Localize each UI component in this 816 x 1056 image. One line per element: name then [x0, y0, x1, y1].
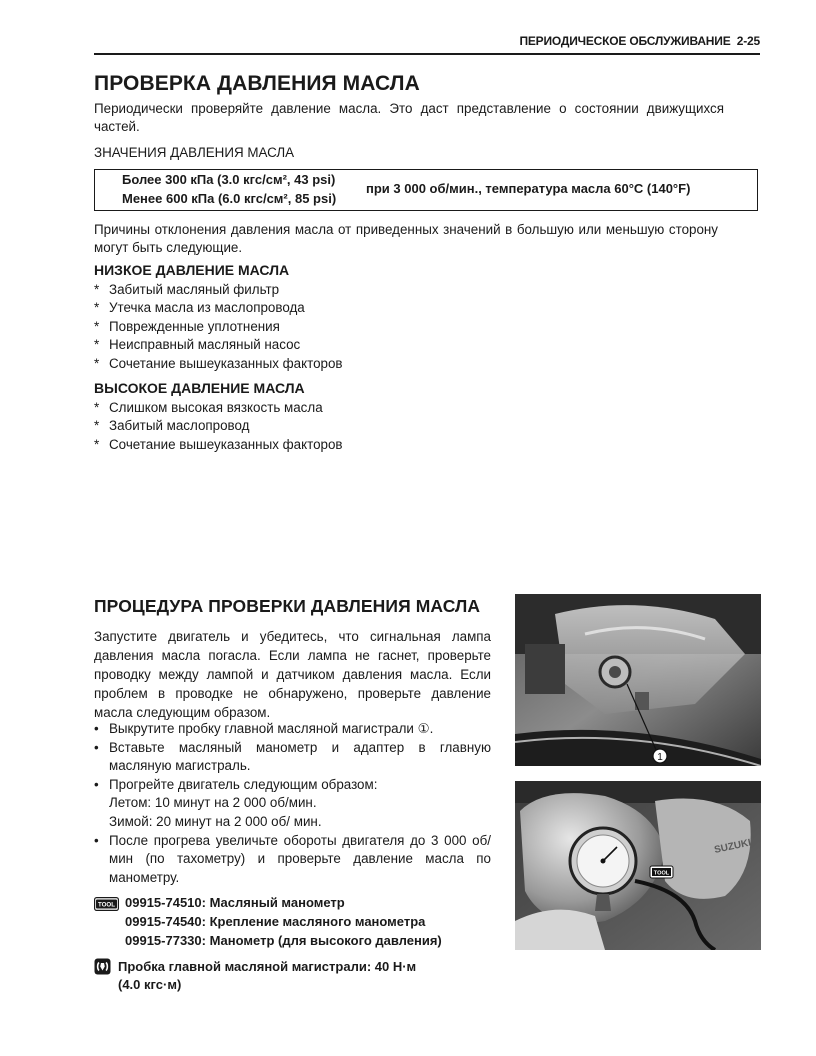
step-check-pressure: • После прогрева увеличьте обороты двигателя до 3 000 об/мин (по тахометру) и проверьте давление масла по манометру. — [94, 832, 491, 888]
low-pressure-title: НИЗКОЕ ДАВЛЕНИЕ МАСЛА — [94, 262, 290, 278]
tool-gauge-attachment: 09915-74540: Крепление масляного манометра — [125, 914, 426, 929]
list-item: * Забитый масляный фильтр — [94, 281, 343, 299]
tool-icon — [94, 897, 119, 911]
photo-oil-gallery-plug — [515, 594, 761, 766]
list-item: * Сочетание вышеуказанных факторов — [94, 355, 343, 373]
high-pressure-list — [94, 399, 343, 454]
list-item: * Слишком высокая вязкость масла — [94, 399, 343, 417]
step-install-gauge: • Вставьте масляный манометр и адаптер в главную масляную магистраль. — [94, 739, 491, 776]
list-item: * Забитый маслопровод — [94, 417, 343, 435]
list-item: * Неисправный масляный насос — [94, 336, 343, 354]
tool-tag-text: TOOL — [653, 870, 670, 877]
engine-brand-text: SUZUKI — [713, 837, 753, 856]
torque-spec: Пробка главной масляной магистрали: 40 Н·м — [118, 959, 417, 974]
spec-lower-limit: Более 300 кПа (3.0 кгс/см², 43 psi) — [122, 172, 336, 187]
page-number: 2-25 — [736, 34, 760, 48]
section-title-oil-pressure-check: ПРОВЕРКА ДАВЛЕНИЯ МАСЛА — [94, 72, 420, 95]
procedure-steps — [94, 720, 491, 887]
torque-wrench-icon — [94, 958, 111, 975]
torque-spec-kgf: (4.0 кгс·м) — [118, 977, 182, 992]
spec-upper-limit: Менее 600 кПа (6.0 кгс/см², 85 psi) — [122, 191, 337, 206]
tool-icon-text: TOOL — [97, 901, 116, 909]
header-section: ПЕРИОДИЧЕСКОЕ ОБСЛУЖИВАНИЕ — [519, 34, 731, 48]
step-warm-up — [94, 776, 491, 832]
step-remove-plug: • Выкрутите пробку главной масляной магистрали ①. — [94, 720, 491, 739]
pressure-values-label: ЗНАЧЕНИЯ ДАВЛЕНИЯ МАСЛА — [94, 145, 295, 160]
list-item: * Поврежденные уплотнения — [94, 318, 343, 336]
list-item: * Сочетание вышеуказанных факторов — [94, 436, 343, 454]
header-rule — [94, 53, 760, 55]
list-item: * Утечка масла из маслопровода — [94, 299, 343, 317]
section-title-procedure: ПРОЦЕДУРА ПРОВЕРКИ ДАВЛЕНИЯ МАСЛА — [94, 596, 481, 616]
procedure-intro: Запустите двигатель и убедитесь, что сигнальная лампа давления масла погасла. Если лампа не гаснет, проверьте проводку между лампой и датчиком давления масла. Если проблем в проводке не обнаружено, проверьте давление масла следующим образом. — [94, 629, 491, 720]
warm-up-winter: Зимой: 20 минут на 2 000 об/ мин. — [109, 813, 322, 829]
tool-oil-gauge: 09915-74510: Масляный манометр — [125, 895, 345, 910]
page-header — [94, 34, 760, 48]
spec-condition: при 3 000 об/мин., температура масла 60°C (140°F) — [366, 181, 691, 196]
warm-up-text: Прогрейте двигатель следующим образом: — [109, 776, 378, 792]
intro-paragraph: Периодически проверяйте давление масла. Это даст представление о состоянии движущихся частей. — [94, 101, 724, 134]
low-pressure-list — [94, 281, 343, 373]
photo-oil-pressure-gauge — [515, 781, 761, 950]
causes-paragraph: Причины отклонения давления масла от приведенных значений в большую или меньшую сторону могут быть следующие. — [94, 222, 718, 255]
callout-1-label: 1 — [657, 751, 663, 763]
warm-up-summer: Летом: 10 минут на 2 000 об/мин. — [109, 795, 317, 811]
high-pressure-title: ВЫСОКОЕ ДАВЛЕНИЕ МАСЛА — [94, 380, 305, 396]
tool-high-pressure-gauge: 09915-77330: Манометр (для высокого давления) — [125, 933, 442, 948]
